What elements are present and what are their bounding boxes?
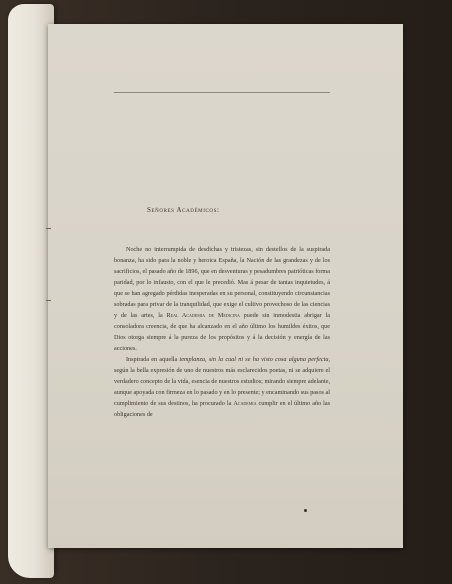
paragraph-1-text: Noche no interrumpida de desdichas y tristezas, sin destellos de la suspirada bonanza, ha sido para la noble y heroica España, la Nación de las grandezas y de los sacrificios, el pasado año de 1896, que en desventuras y pesadumbres patrióticas forma paridad, por lo infausto, con el que le precedió. Mas á pesar de tantas inquietudes, á que se han agregado pérdidas inesperadas en su personal, constituyendo circunstancias sobradas para privar de la tranquilidad, que exige el cultivo provechoso de las ciencias y de las artes, la xyxy=(114,246,330,319)
paragraph-2-academy: Academia xyxy=(233,400,257,407)
paragraph-2-text-end: cumplir en el último año las obligaciones de xyxy=(114,400,330,418)
paragraph-2-quote: templanza, sin la cual ni se ha visto cosa alguna perfecta, xyxy=(179,356,330,363)
margin-mark-upper xyxy=(46,228,51,229)
body-text xyxy=(114,244,330,420)
salutation-heading xyxy=(147,206,220,214)
paragraph-2-text: según la bella expresión de uno de nuestros más esclarecidos poetas, ni se adquiere el verdadero concepto de la vida, esencia de nuestros estudios; mirando siempre adelante, aunque apoyada con firmeza en lo pasado y en lo presente; y encaminando sus pasos al cumplimiento de sus destinos, ha procurado la xyxy=(114,367,330,407)
page-speck xyxy=(304,509,307,512)
paragraph-1 xyxy=(114,244,330,354)
paragraph-2-lead: Inspirada en aquella xyxy=(126,356,180,363)
header-rule xyxy=(114,92,330,93)
paragraph-1-text-end: puede sin inmodestia abrigar la consoladora creencia, de que ha alcanzado en el año último los humildes éxitos, que Dios otorga siempre á la pureza de los propósitos y á la decisión y energía de las acciones. xyxy=(114,312,330,352)
paragraph-1-academy: Real Academia de Medicina xyxy=(166,312,240,319)
document-page xyxy=(48,24,403,548)
paragraph-2 xyxy=(114,354,330,420)
salutation-text: Señores Académicos: xyxy=(147,206,220,214)
margin-mark-lower xyxy=(46,300,51,301)
